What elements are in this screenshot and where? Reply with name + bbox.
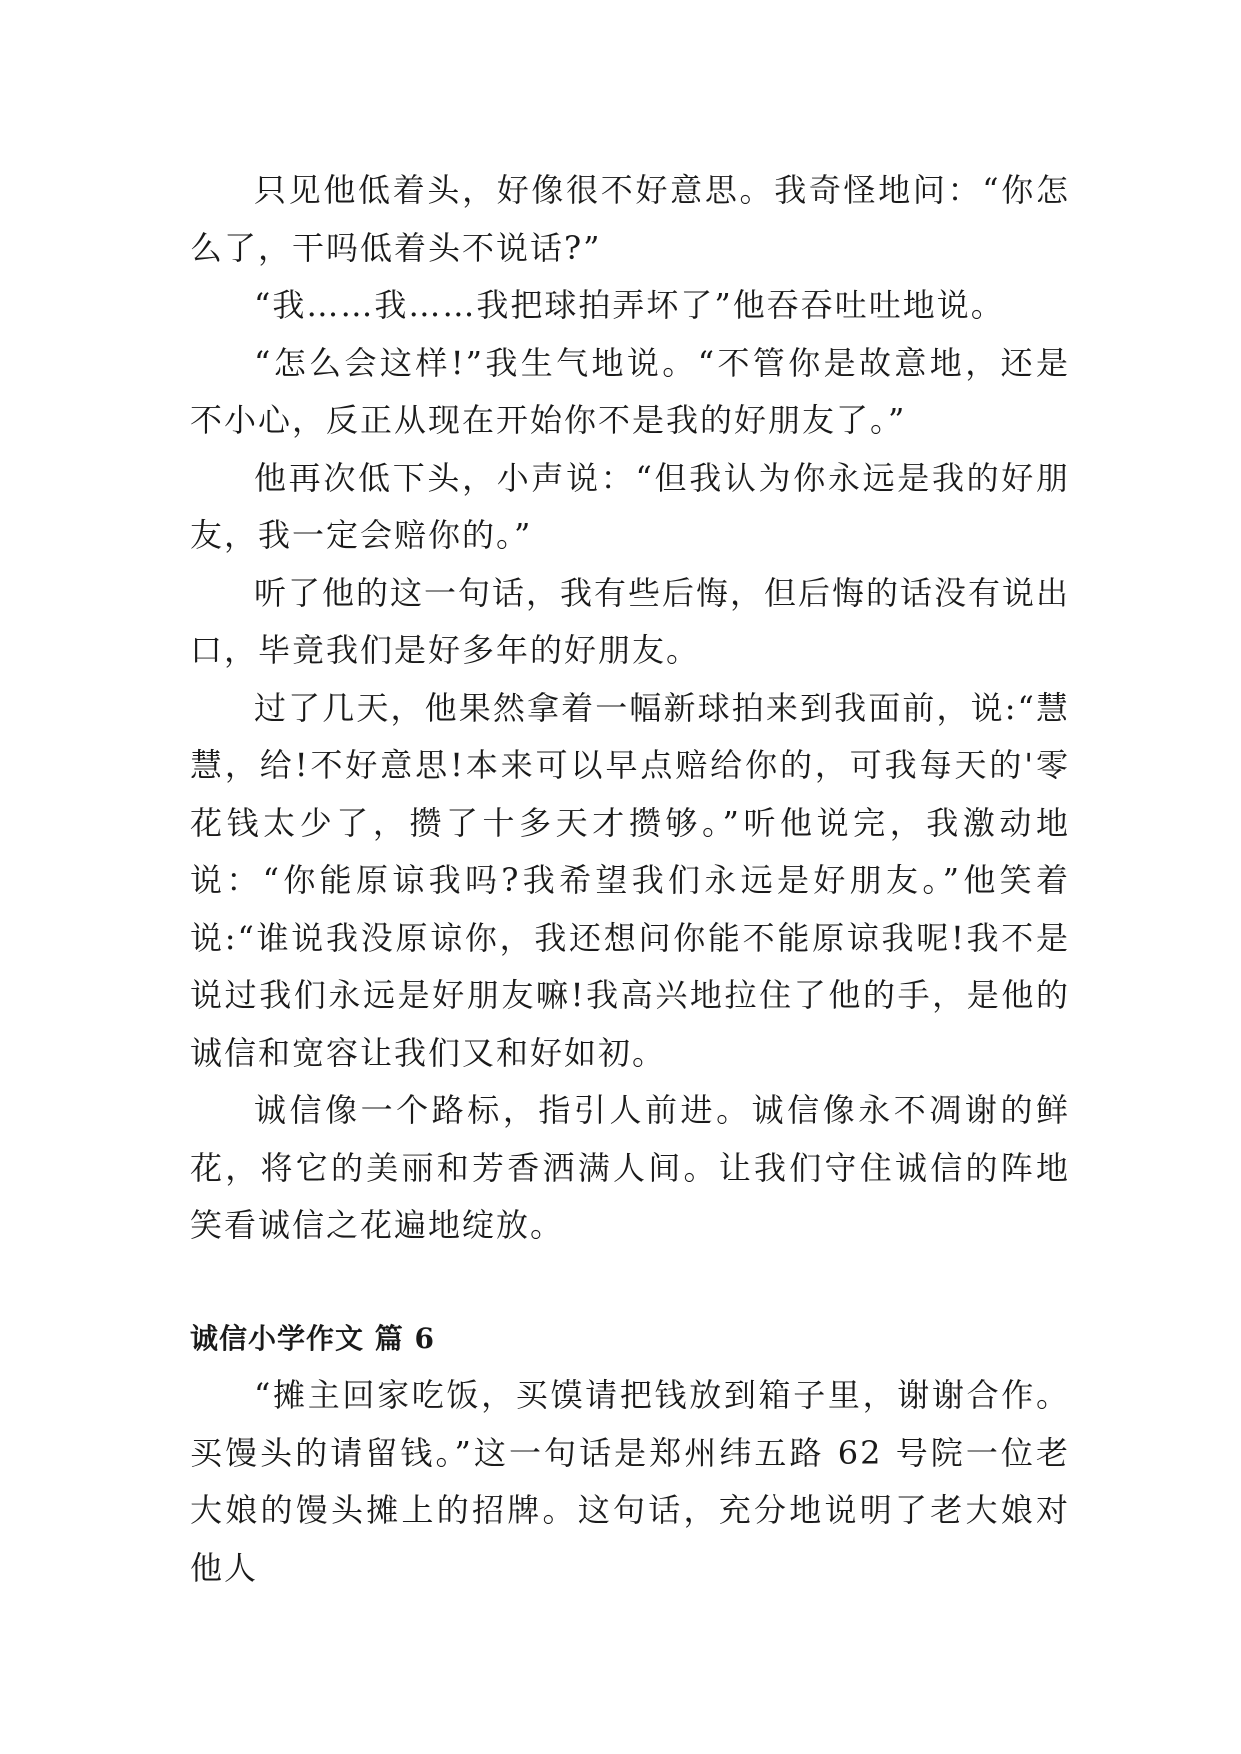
paragraph: “摊主回家吃饭，买馍请把钱放到箱子里，谢谢合作。买馒头的请留钱。”这一句话是郑州纬五路 62 号院一位老大娘的馒头摊上的招牌。这句话，充分地说明了老大娘对他人 <box>190 1376 1070 1587</box>
paragraph: “怎么会这样!”我生气地说。“不管你是故意地，还是不小心，反正从现在开始你不是我的好朋友了。” <box>190 343 1070 439</box>
paragraph: 过了几天，他果然拿着一幅新球拍来到我面前，说:“慧慧，给!不好意思!本来可以早点赔给你的，可我每天的'零花钱太少了，攒了十多天才攒够。”听他说完，我激动地说：“你能原谅我吗?我希望我们永远是好朋友。”他笑着说:“谁说我没原谅你，我还想问你能不能原谅我呢!我不是说过我们永远是好朋友嘛!我高兴地拉住了他的手，是他的诚信和宽容让我们又和好如初。 <box>190 688 1070 1072</box>
paragraph: “我……我……我把球拍弄坏了”他吞吞吐吐地说。 <box>254 286 1005 324</box>
section-heading: 诚信小学作文 篇 6 <box>190 1321 435 1355</box>
paragraph: 诚信像一个路标，指引人前进。诚信像永不凋谢的鲜花，将它的美丽和芳香洒满人间。让我们守住诚信的阵地笑看诚信之花遍地绽放。 <box>190 1091 1070 1244</box>
document-body <box>190 162 1070 1597</box>
paragraph: 只见他低着头，好像很不好意思。我奇怪地问：“你怎么了，干吗低着头不说话?” <box>190 171 1070 267</box>
paragraph: 他再次低下头，小声说：“但我认为你永远是我的好朋友，我一定会赔你的。” <box>190 458 1070 554</box>
paragraph: 听了他的这一句话，我有些后悔，但后悔的话没有说出口，毕竟我们是好多年的好朋友。 <box>190 573 1071 669</box>
